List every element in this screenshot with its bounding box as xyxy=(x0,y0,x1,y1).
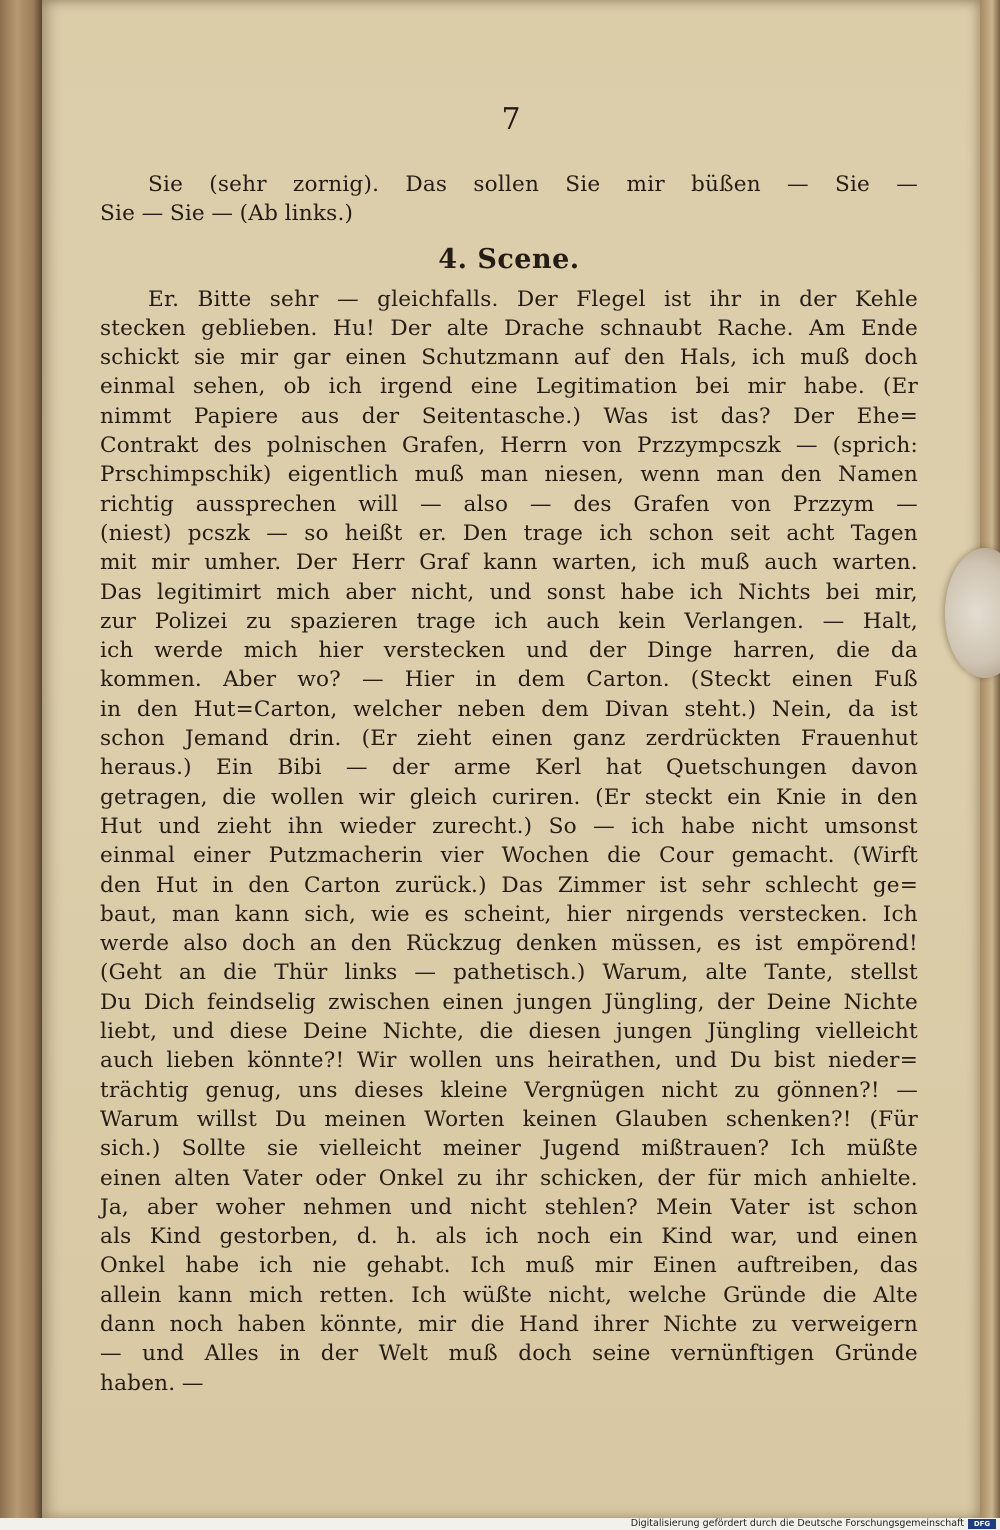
text-line: haben. — xyxy=(100,1370,204,1396)
text-line: als Kind gestorben, d. h. als ich noch ein Kind war, und einen xyxy=(100,1224,918,1250)
text-line: Das legitimirt mich aber nicht, und sonst habe ich Nichts bei mir, xyxy=(100,579,918,605)
book-page xyxy=(42,0,980,1520)
scene-lines xyxy=(100,287,918,1400)
text-line: mit mir umher. Der Herr Graf kann warten, ich muß auch warten. xyxy=(100,550,918,576)
text-line: (Geht an die Thür links — pathetisch.) Warum, alte Tante, stellst xyxy=(100,960,918,986)
text-line: einen alten Vater oder Onkel zu ihr schicken, der für mich anhielte. xyxy=(100,1165,918,1191)
text-line: richtig aussprechen will — also — des Grafen von Przzym — xyxy=(100,491,918,517)
text-line: werde also doch an den Rückzug denken müssen, es ist empörend! xyxy=(100,931,918,957)
text-line: Ja, aber woher nehmen und nicht stehlen? Mein Vater ist schon xyxy=(100,1194,918,1220)
text-line: schon Jemand drin. (Er zieht einen ganz zerdrückten Frauenhut xyxy=(100,726,918,752)
text-line: schickt sie mir gar einen Schutzmann auf den Hals, ich muß doch xyxy=(100,345,918,371)
previous-page-edge xyxy=(0,0,42,1518)
text-line: zur Polizei zu spazieren trage ich auch kein Verlangen. — Halt, xyxy=(100,608,918,634)
text-line: auch lieben könnte?! Wir wollen uns heirathen, und Du bist nieder= xyxy=(100,1048,918,1074)
text-line: (niest) pcszk — so heißt er. Den trage ich schon seit acht Tagen xyxy=(100,520,918,546)
page-number: 7 xyxy=(501,102,521,137)
text-line: liebt, und diese Deine Nichte, die diesen jungen Jüngling vielleicht xyxy=(100,1019,918,1045)
digitization-footer xyxy=(0,1518,1000,1530)
text-line: Warum willst Du meinen Worten keinen Glauben schenken?! (Für xyxy=(100,1106,918,1132)
text-line: kommen. Aber wo? — Hier in dem Carton. (Steckt einen Fuß xyxy=(100,667,918,693)
right-page-edge xyxy=(980,0,1000,1520)
scene-heading: 4. Scene. xyxy=(438,243,580,275)
digitization-credit: Digitalisierung gefördert durch die Deutsche Forschungsgemeinschaft xyxy=(630,1518,964,1529)
opening-lines xyxy=(100,172,918,231)
text-line: Du Dich feindselig zwischen einen jungen Jüngling, der Deine Nichte xyxy=(100,989,918,1015)
text-line: Hut und zieht ihn wieder zurecht.) So — ich habe nicht umsonst xyxy=(100,813,918,839)
text-line: Sie — Sie — (Ab links.) xyxy=(100,201,354,227)
text-line: — und Alles in der Welt muß doch seine vernünftigen Gründe xyxy=(100,1341,918,1367)
text-line: nimmt Papiere aus der Seitentasche.) Was ist das? Der Ehe= xyxy=(100,403,918,429)
text-line: ich werde mich hier verstecken und der Dinge harren, die da xyxy=(100,638,918,664)
text-line: Er. Bitte sehr — gleichfalls. Der Flegel ist ihr in der Kehle xyxy=(148,286,918,312)
text-line: Prschimpschik) eigentlich muß man niesen, wenn man den Namen xyxy=(100,462,918,488)
text-line: heraus.) Ein Bibi — der arme Kerl hat Quetschungen davon xyxy=(100,755,918,781)
text-line: Onkel habe ich nie gehabt. Ich muß mir Einen auftreiben, das xyxy=(100,1253,918,1279)
text-line: einmal einer Putzmacherin vier Wochen die Cour gemacht. (Wirft xyxy=(100,843,918,869)
text-line: dann noch haben könnte, mir die Hand ihrer Nichte zu verweigern xyxy=(100,1311,918,1337)
text-line: den Hut in den Carton zurück.) Das Zimmer ist sehr schlecht ge= xyxy=(100,872,918,898)
text-line: sich.) Sollte sie vielleicht meiner Jugend mißtrauen? Ich müßte xyxy=(100,1136,918,1162)
text-line: in den Hut=Carton, welcher neben dem Divan steht.) Nein, da ist xyxy=(100,696,918,722)
text-line: baut, man kann sich, wie es scheint, hier nirgends verstecken. Ich xyxy=(100,901,918,927)
text-line: stecken geblieben. Hu! Der alte Drache schnaubt Rache. Am Ende xyxy=(100,315,918,341)
page-text xyxy=(100,172,918,1400)
text-line: allein kann mich retten. Ich wüßte nicht, welche Gründe die Alte xyxy=(100,1282,918,1308)
dfg-logo: DFG xyxy=(968,1519,996,1529)
text-line: einmal sehen, ob ich irgend eine Legitimation bei mir habe. (Er xyxy=(100,374,918,400)
text-line: Sie (sehr zornig). Das sollen Sie mir büßen — Sie — xyxy=(148,172,918,197)
text-line: getragen, die wollen wir gleich curiren. (Er steckt ein Knie in den xyxy=(100,784,918,810)
text-line: trächtig genug, uns dieses kleine Vergnügen nicht zu gönnen?! — xyxy=(100,1077,918,1103)
text-line: Contrakt des polnischen Grafen, Herrn von Przzympcszk — (sprich: xyxy=(100,433,918,459)
